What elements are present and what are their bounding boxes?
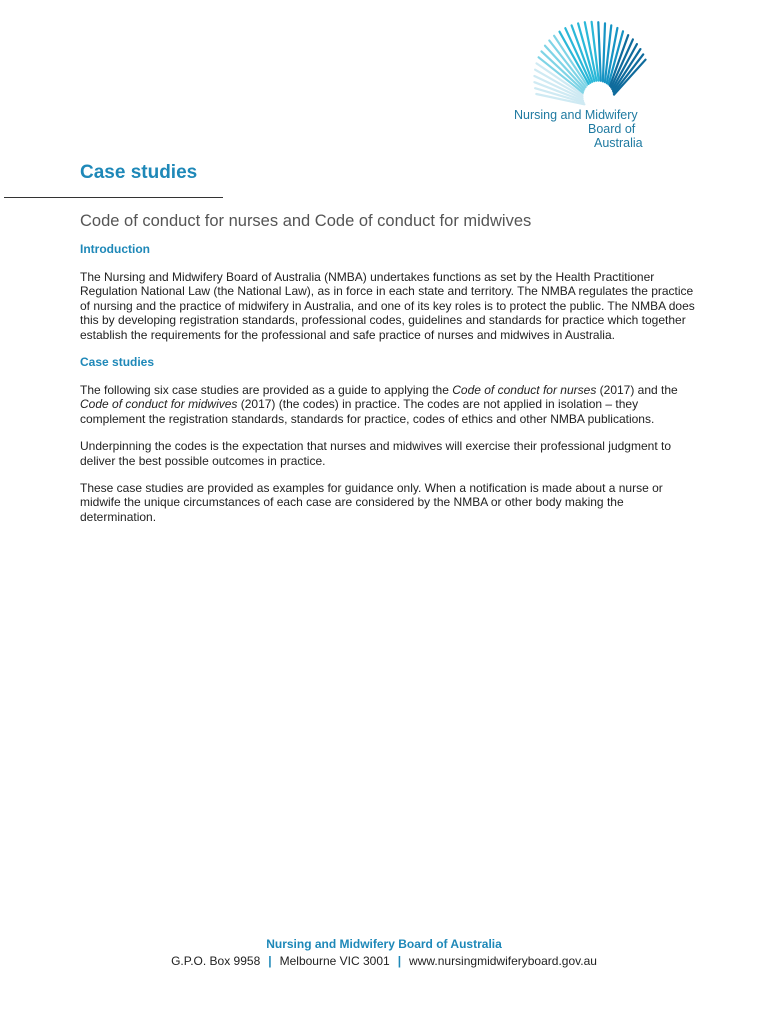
footer-po-box: G.P.O. Box 9958 [171,954,261,968]
title-divider [4,197,223,198]
nurses-code-title: Code of conduct for nurses [452,383,597,398]
intro-paragraph: The Nursing and Midwifery Board of Australia (NMBA) undertakes functions as set by the Health Practitioner Regulation National Law (the National Law), as in force in each state and territory. The NMBA regulates the practice of nursing and the practice of midwifery in Australia, and one of its key roles is to protect the public. The NMBA does this by developing registration standards, professional codes, guidelines and standards for practice which together establish the requirements for the professional and safe practice of nurses and midwives in Australia. [80,270,695,342]
intro-heading: Introduction [80,242,150,256]
case-studies-paragraph-2: Underpinning the codes is the expectation that nurses and midwives will exercise their professional judgment to deliver the best possible outcomes in practice. [80,439,671,468]
case-studies-paragraph-1 [80,383,700,426]
footer-city: Melbourne VIC 3001 [279,954,390,968]
page-footer [0,937,768,968]
logo-ray [603,23,605,81]
footer-website-link[interactable]: www.nursingmidwiferyboard.gov.au [409,954,597,968]
logo-text-line3: Australia [594,136,643,150]
nmba-logo [506,12,692,154]
footer-contact-line [0,954,768,968]
midwives-code-title: Code of conduct for midwives [80,397,238,412]
case-studies-paragraph-3: These case studies are provided as examples for guidance only. When a notification is made about a nurse or midwife the unique circumstances of each case are considered by the NMBA or other body making the determination. [80,481,663,524]
case-p1-text-c: (2017) and the [596,383,678,398]
logo-text-line2: Board of [588,122,636,136]
footer-organisation: Nursing and Midwifery Board of Australia [266,937,502,951]
case-p1-text-e: (2017) (the codes) in practice. The codes are not applied in isolation – they complement the registration standards, standards for practice, codes of ethics and other NMBA publications. [80,397,655,426]
footer-separator: | [268,954,272,968]
logo-text-line1: Nursing and Midwifery [514,108,638,122]
nmba-logo-icon [506,12,692,112]
page-title: Case studies [80,162,198,183]
footer-separator: | [397,954,402,968]
case-studies-heading: Case studies [80,355,155,370]
document-body [80,242,700,537]
document-subtitle: Code of conduct for nurses and Code of conduct for midwives [80,212,532,230]
case-p1-text-a: The following six case studies are provided as a guide to applying the [80,383,453,398]
